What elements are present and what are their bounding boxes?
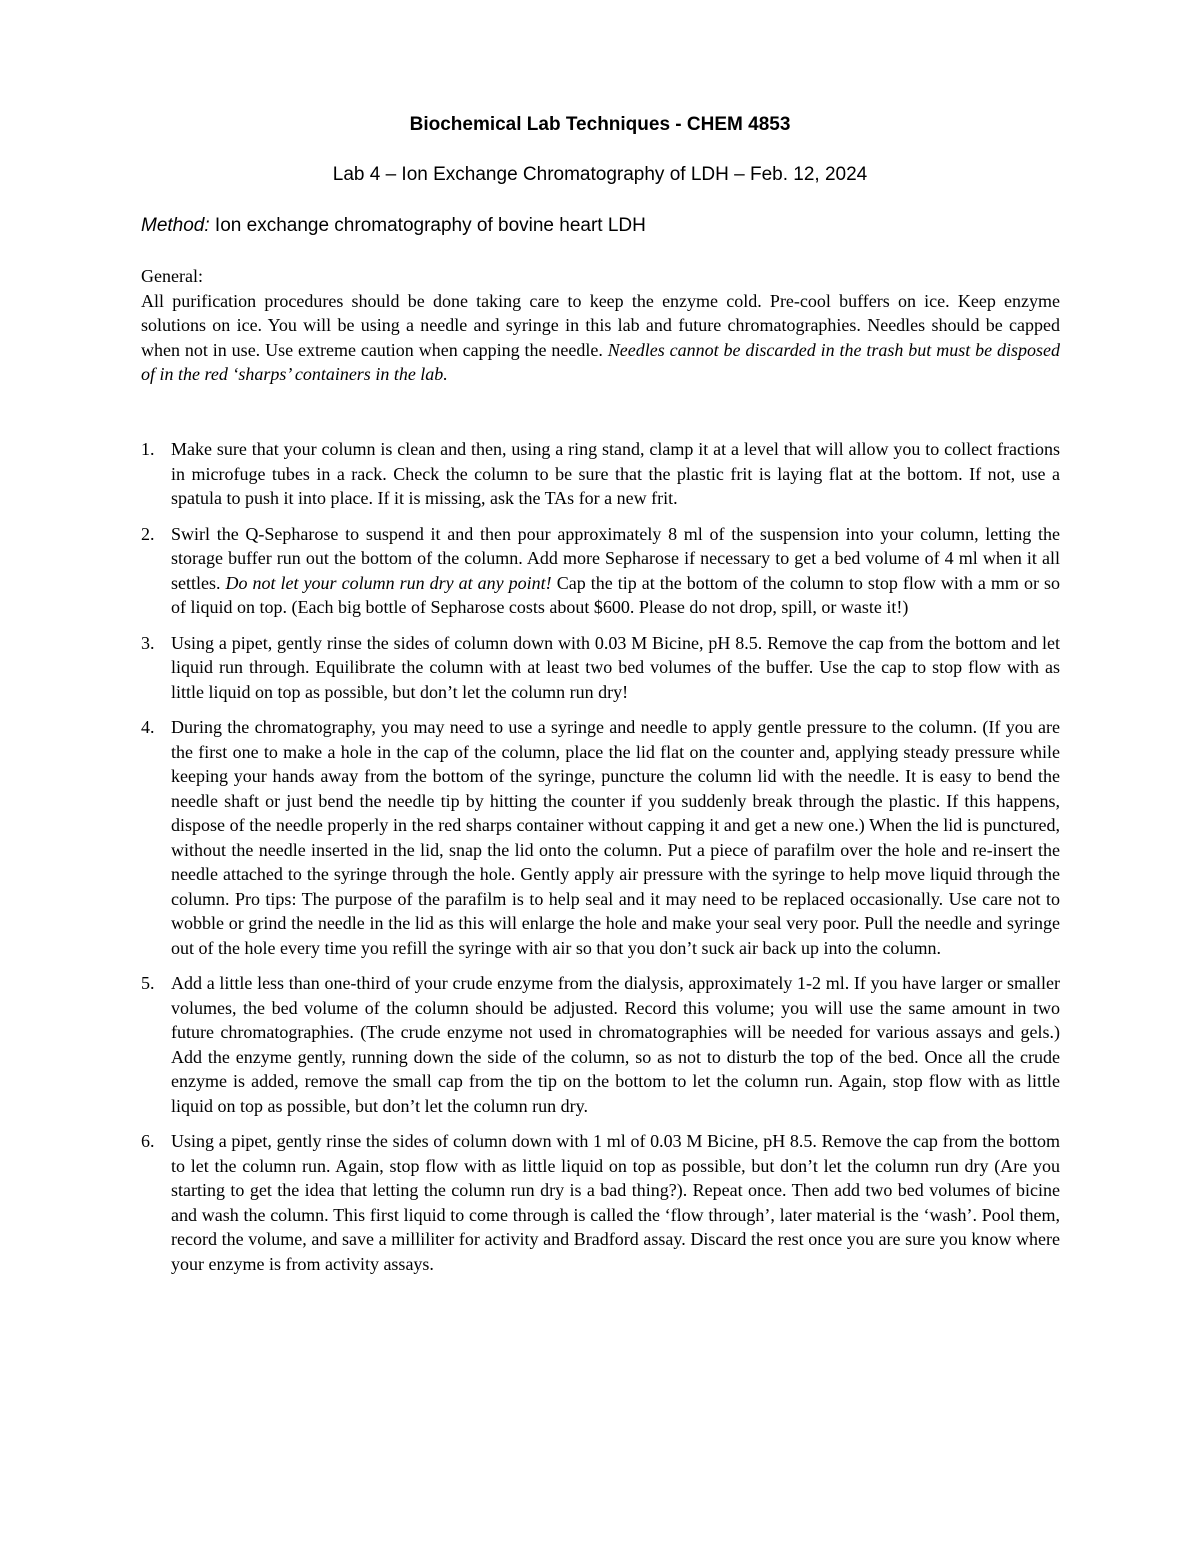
document-title: Biochemical Lab Techniques - CHEM 4853 [409,114,791,135]
step-number: 5. [141,973,155,993]
lab-subtitle: Lab 4 – Ion Exchange Chromatography of LDH – Feb. 12, 2024 [332,164,868,185]
step-text: Using a pipet, gently rinse the sides of column down with 1 ml of 0.03 M Bicine, pH 8.5. Remove the cap from the bottom to let the column run. Again, stop flow with as little liquid on top as possible, but don’t let the column run dry (Are you starting to get the idea that letting the column run dry is a bad thing?). Repeat once. Then add two bed volumes of bicine and wash the column. This first liquid to come through is called the ‘flow through’, later material is the ‘wash’. Pool them, record the volume, and save a milliliter for activity and Bradford assay. Discard the rest once you are sure you know where your enzyme is from activity assays. [171,1131,1060,1274]
general-paragraph [141,289,1060,387]
step-item [141,715,1060,960]
step-item [141,631,1060,705]
step-warning: Do not let your column run dry at any point! [225,572,552,593]
step-text: Make sure that your column is clean and then, using a ring stand, clamp it at a level that will allow you to collect fractions in microfuge tubes in a rack. Check the column to be sure that the plastic frit is laying flat at the bottom. If not, use a spatula to push it into place. If it is missing, ask the TAs for a new frit. [171,439,1060,508]
step-text: During the chromatography, you may need to use a syringe and needle to apply gentle pressure to the column. (If you are the first one to make a hole in the cap of the column, place the lid flat on the counter and, applying steady pressure while keeping your hands away from the bottom of the syringe, puncture the column lid with the needle. It is easy to bend the needle shaft or just bend the needle tip by hitting the counter if you suddenly break through the plastic. If this happens, dispose of the needle properly in the red sharps container without capping it and get a new one.) When the lid is punctured, without the needle inserted in the lid, snap the lid onto the column. Put a piece of parafilm over the hole and re-insert the needle attached to the syringe through the hole. Gently apply air pressure with the syringe to help move liquid through the column. Pro tips: The purpose of the parafilm is to help seal and it may need to be replaced occasionally. Use care not to wobble or grind the needle in the lid as this will enlarge the hole and make your seal very poor. Pull the needle and syringe out of the hole every time you refill the syringe with air so that you don’t suck air back up into the column. [171,717,1060,958]
step-item [141,971,1060,1118]
step-number: 6. [141,1131,155,1151]
general-warning: Needles cannot be discarded in the trash but must be disposed of in the red ‘sharps’ containers in the lab. [141,339,1060,384]
general-text: All purification procedures should be done taking care to keep the enzyme cold. Pre-cool buffers on ice. Keep enzyme solutions on ice. You will be using a needle and syringe in this lab and future chromatographies. Needles should be capped when not in use. Use extreme caution when capping the needle. [141,290,1060,360]
step-number: 2. [141,523,155,544]
step-item [141,522,1060,620]
step-number: 4. [141,717,155,737]
step-text: Swirl the Q-Sepharose to suspend it and then pour approximately 8 ml of the suspension into your column, letting the storage buffer run out the bottom of the column. Add more Sepharose if necessary to get a bed volume of 4 ml when it all settles. [171,523,1060,593]
step-number: 1. [141,439,155,459]
step-item [141,1129,1060,1276]
method-label: Method: [141,215,210,236]
general-section [141,264,1060,387]
step-number: 3. [141,632,155,653]
method-text: Ion exchange chromatography of bovine heart LDH [209,215,646,236]
step-text-continued: Cap the tip at the bottom of the column to stop flow with a mm or so of liquid on top. (Each big bottle of Sepharose costs about $600. Please do not drop, spill, or waste it!) [171,572,1060,617]
step-text: Using a pipet, gently rinse the sides of column down with 0.03 M Bicine, pH 8.5. Remove the cap from the bottom and let liquid run through. Equilibrate the column with at least two bed volumes of the buffer. Use the cap to stop flow with as little liquid on top as possible, but don’t let the column run dry! [171,632,1060,702]
step-text: Add a little less than one-third of your crude enzyme from the dialysis, approximately 1-2 ml. If you have larger or smaller volumes, the bed volume of the column should be adjusted. Record this volume; you will use the same amount in two future chromatographies. (The crude enzyme not used in chromatographies will be needed for various assays and gels.) Add the enzyme gently, running down the side of the column, so as not to disturb the top of the bed. Once all the crude enzyme is added, remove the small cap from the tip on the bottom to let the column run. Again, stop flow with as little liquid on top as possible, but don’t let the column run dry. [171,973,1060,1116]
method-line [141,215,646,237]
procedure-steps [141,437,1060,1287]
step-item [141,437,1060,511]
general-heading: General: [141,266,203,286]
